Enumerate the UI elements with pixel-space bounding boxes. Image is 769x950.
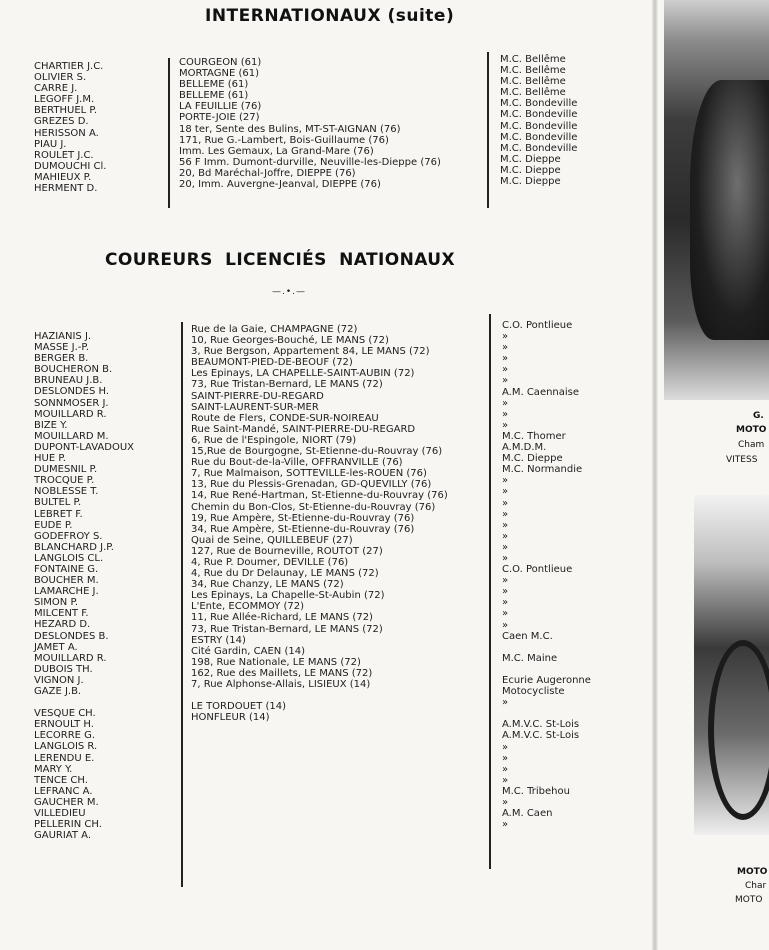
rider-club: »: [502, 342, 509, 354]
rider-club: C.O. Pontlieue: [502, 564, 573, 576]
rider-name: LERENDU E.: [34, 752, 95, 764]
rider-club: M.C. Normandie: [502, 464, 583, 476]
rider-address: Rue de la Gaie, CHAMPAGNE (72): [191, 324, 358, 335]
rider-club: »: [502, 819, 509, 831]
rider-name: DUMESNIL P.: [34, 464, 98, 476]
rider-address: 56 F Imm. Dumont-durville, Neuville-les-Dieppe (76): [179, 156, 441, 168]
rider-club: M.C. Bondeville: [500, 120, 578, 132]
caption-top-line: VITESS: [726, 455, 758, 465]
photo-rider-jacket: [690, 80, 769, 340]
rider-name: BERTHUEL P.: [34, 105, 98, 117]
divider-line: [168, 58, 170, 208]
caption-top-line: Cham: [738, 440, 765, 450]
rider-address: 10, Rue Georges-Bouché, LE MANS (72): [191, 335, 389, 347]
rider-address: MORTAGNE (61): [179, 68, 259, 80]
divider-line: [181, 322, 183, 887]
caption-top-line: MOTO: [736, 425, 767, 435]
rider-name: BOUCHER M.: [34, 575, 99, 587]
rider-name: GODEFROY S.: [34, 530, 103, 542]
rider-address: Les Epinays, La Chapelle-St-Aubin (72): [191, 590, 385, 602]
rider-club: »: [502, 397, 509, 409]
rider-address: L'Ente, ECOMMOY (72): [191, 601, 304, 613]
rider-club: »: [502, 797, 509, 809]
rider-club: »: [502, 353, 509, 365]
rider-name: DUBOIS TH.: [34, 663, 93, 675]
rider-club: Motocycliste: [502, 686, 565, 698]
rider-name: DESLONDES B.: [34, 630, 109, 642]
rider-name: BERGER B.: [34, 353, 89, 365]
rider-address: Quai de Seine, QUILLEBEUF (27): [191, 534, 353, 546]
rider-name: MASSE J.-P.: [34, 342, 90, 354]
rider-club: M.C. Maine: [502, 652, 558, 664]
rider-name: HERMENT D.: [34, 183, 98, 195]
rider-name: SIMON P.: [34, 597, 79, 609]
rider-address: 18 ter, Sente des Bulins, MT-ST-AIGNAN (76): [179, 123, 401, 135]
rider-name: GREZES D.: [34, 116, 89, 128]
rider-name: PIAU J.: [34, 138, 67, 150]
rider-name: FONTAINE G.: [34, 563, 99, 575]
section-title-internationaux: INTERNATIONAUX (suite): [205, 6, 455, 26]
rider-club: M.C. Bondeville: [500, 131, 578, 143]
rider-club: A.M. Caennaise: [502, 386, 580, 398]
rider-name: DESLONDES H.: [34, 386, 109, 398]
rider-name: LEGOFF J.M.: [34, 94, 95, 106]
rider-club: »: [502, 541, 509, 553]
rider-club: M.C. Dieppe: [500, 153, 561, 165]
rider-club: »: [502, 331, 509, 343]
rider-address: Rue Saint-Mandé, SAINT-PIERRE-DU-REGARD: [191, 423, 416, 435]
rider-name: PELLERIN CH.: [34, 819, 102, 831]
rider-club: Caen M.C.: [502, 630, 553, 642]
section-title-nationaux: COUREURS LICENCIÉS NATIONAUX: [105, 250, 455, 270]
rider-name: ERNOULT H.: [34, 719, 94, 731]
rider-name: LEBRET F.: [34, 508, 83, 520]
rider-address: Les Epinays, LA CHAPELLE-SAINT-AUBIN (72): [191, 368, 415, 380]
rider-club: »: [502, 552, 509, 564]
rider-name: LAMARCHE J.: [34, 586, 99, 598]
rider-address: Chemin du Bon-Clos, St-Etienne-du-Rouvray (76): [191, 501, 436, 513]
rider-address: SAINT-PIERRE-DU-REGARD: [191, 390, 324, 402]
rider-club: »: [502, 586, 509, 598]
rider-name: LANGLOIS CL.: [34, 552, 104, 564]
rider-name: LANGLOIS R.: [34, 741, 98, 753]
rider-address: SAINT-LAURENT-SUR-MER: [191, 401, 319, 413]
rider-club: M.C. Bondeville: [500, 142, 578, 154]
nat-addresses-column: [191, 324, 448, 723]
rider-address: Cité Gardin, CAEN (14): [191, 645, 305, 657]
rider-address: [191, 690, 448, 701]
rider-address: BELLEME (61): [179, 90, 249, 102]
rider-name: TENCE CH.: [34, 774, 88, 786]
rider-address: 34, Rue Chanzy, LE MANS (72): [191, 579, 344, 591]
rider-name: BLANCHARD J.P.: [34, 541, 114, 553]
rider-address: BEAUMONT-PIED-DE-BEOUF (72): [191, 357, 353, 369]
caption-bottom-line: MOTO: [737, 867, 768, 877]
caption-top-line: G.: [753, 411, 764, 421]
rider-club: »: [502, 608, 509, 620]
rider-name: MAHIEUX P.: [34, 171, 92, 183]
rider-address: 73, Rue Tristan-Bernard, LE MANS (72): [191, 623, 383, 635]
intl-names-column: [34, 61, 106, 194]
rider-club: A.M.V.C. St-Lois: [502, 730, 580, 742]
rider-club: »: [502, 697, 509, 709]
rider-club: M.C. Bellême: [500, 54, 566, 65]
rider-name: TROCQUE P.: [34, 475, 95, 487]
rider-club: [502, 664, 591, 675]
rider-club: »: [502, 508, 509, 520]
rider-club: M.C. Tribehou: [502, 785, 570, 797]
rider-club: »: [502, 752, 509, 764]
rider-address: 19, Rue Ampère, St-Etienne-du-Rouvray (76): [191, 512, 415, 524]
rider-name: BRUNEAU J.B.: [34, 375, 103, 387]
rider-club: A.M. Caen: [502, 808, 553, 820]
rider-address: ESTRY (14): [191, 634, 246, 646]
rider-name: GAZE J.B.: [34, 686, 82, 697]
rider-address: HONFLEUR (14): [191, 712, 270, 724]
rider-address: Imm. Les Gemaux, La Grand-Mare (76): [179, 145, 374, 157]
rider-address: 14, Rue René-Hartman, St-Etienne-du-Rouvray (76): [191, 490, 448, 502]
rider-club: »: [502, 497, 509, 509]
rider-name: MARY Y.: [34, 763, 73, 775]
rider-club: »: [502, 375, 509, 387]
rider-name: EUDE P.: [34, 519, 73, 531]
rider-name: MOUILLARD R.: [34, 652, 107, 664]
rider-club: »: [502, 530, 509, 542]
rider-name: BULTEL P.: [34, 497, 82, 509]
rider-address: 11, Rue Allée-Richard, LE MANS (72): [191, 612, 373, 624]
divider-line: [487, 52, 489, 208]
rider-name: CARRE J.: [34, 83, 78, 95]
rider-address: LE TORDOUET (14): [191, 701, 287, 713]
rider-club: A.M.V.C. St-Lois: [502, 719, 580, 731]
rider-address: 162, Rue des Maillets, LE MANS (72): [191, 667, 373, 679]
rider-address: 171, Rue G.-Lambert, Bois-Guillaume (76): [179, 134, 389, 146]
rider-name: ROULET J.C.: [34, 149, 94, 161]
rider-name: [34, 697, 134, 708]
rider-club: A.M.D.M.: [502, 442, 547, 454]
rider-address: 127, Rue de Bourneville, ROUTOT (27): [191, 545, 383, 557]
rider-address: 13, Rue du Plessis-Grenadan, GD-QUEVILLY (76): [191, 479, 432, 491]
rider-address: BELLEME (61): [179, 79, 249, 91]
rider-address: 20, Bd Maréchal-Joffre, DIEPPE (76): [179, 167, 356, 179]
rider-club: »: [502, 597, 509, 609]
rider-name: MILCENT F.: [34, 608, 89, 620]
rider-name: HEZARD D.: [34, 619, 91, 631]
nat-clubs-column: [502, 320, 591, 830]
rider-name: CHARTIER J.C.: [34, 61, 104, 72]
rider-name: GAUCHER M.: [34, 796, 99, 808]
rider-name: SONNMOSER J.: [34, 397, 109, 409]
rider-address: 15,Rue de Bourgogne, St-Etienne-du-Rouvray (76): [191, 446, 443, 458]
photo-bike-wheel: [708, 640, 769, 820]
rider-club: »: [502, 763, 509, 775]
rider-club: »: [502, 419, 509, 431]
rider-address: COURGEON (61): [179, 57, 262, 68]
rider-address: 198, Rue Nationale, LE MANS (72): [191, 656, 361, 668]
intl-clubs-column: [500, 54, 577, 187]
rider-club: »: [502, 575, 509, 587]
rider-address: 4, Rue du Dr Delaunay, LE MANS (72): [191, 568, 379, 580]
rider-address: 34, Rue Ampère, St-Etienne-du-Rouvray (76): [191, 523, 415, 535]
rider-club: M.C. Thomer: [502, 430, 566, 442]
rider-name: HAZIANIS J.: [34, 331, 92, 342]
rider-club: M.C. Bellême: [500, 65, 566, 77]
rider-name: VILLEDIEU: [34, 808, 86, 820]
rider-address: LA FEUILLIE (76): [179, 101, 262, 113]
caption-bottom-line: Char: [745, 881, 767, 891]
rider-address: 6, Rue de l'Espingole, NIORT (79): [191, 434, 357, 446]
rider-address: 7, Rue Alphonse-Allais, LISIEUX (14): [191, 679, 371, 690]
rider-club: »: [502, 364, 509, 376]
rider-address: 4, Rue P. Doumer, DEVILLE (76): [191, 556, 349, 568]
rider-name: DUMOUCHI Cl.: [34, 160, 107, 172]
rider-address: 3, Rue Bergson, Appartement 84, LE MANS (72): [191, 346, 430, 358]
rider-club: M.C. Bondeville: [500, 109, 578, 121]
rider-name: HERISSON A.: [34, 127, 99, 139]
rider-name: NOBLESSE T.: [34, 486, 99, 498]
rider-name: VIGNON J.: [34, 674, 84, 686]
rider-club: M.C. Bellême: [500, 76, 566, 88]
rider-name: MOUILLARD M.: [34, 430, 109, 442]
rider-name: HUE P.: [34, 453, 66, 465]
rider-name: LEFRANC A.: [34, 785, 93, 797]
rider-address: PORTE-JOIE (27): [179, 112, 260, 124]
rider-name: GAURIAT A.: [34, 830, 92, 842]
rider-name: BOUCHERON B.: [34, 364, 113, 376]
rider-club: M.C. Bondeville: [500, 98, 578, 110]
rider-club: »: [502, 774, 509, 786]
rider-club: C.O. Pontlieue: [502, 320, 573, 331]
divider-line: [489, 314, 491, 869]
rider-club: »: [502, 741, 509, 753]
rider-name: JAMET A.: [34, 641, 78, 653]
rider-address: Rue du Bout-de-la-Ville, OFFRANVILLE (76): [191, 457, 403, 469]
rider-club: Ecurie Augeronne: [502, 675, 591, 686]
rider-club: »: [502, 486, 509, 498]
rider-address: 7, Rue Malmaison, SOTTEVILLE-les-ROUEN (76): [191, 468, 427, 480]
rider-club: M.C. Bellême: [500, 87, 566, 99]
ornament-divider: —.•.—: [272, 287, 307, 297]
rider-club: »: [502, 408, 509, 420]
rider-club: M.C. Dieppe: [500, 164, 561, 176]
rider-club: »: [502, 475, 509, 487]
intl-addresses-column: [179, 57, 441, 190]
rider-name: OLIVIER S.: [34, 72, 87, 84]
rider-address: 73, Rue Tristan-Bernard, LE MANS (72): [191, 379, 383, 391]
rider-name: MOUILLARD R.: [34, 408, 107, 420]
rider-name: BIZE Y.: [34, 419, 68, 431]
rider-club: »: [502, 519, 509, 531]
rider-club: [502, 708, 591, 719]
rider-name: VESQUE CH.: [34, 708, 96, 720]
rider-club: M.C. Dieppe: [500, 176, 561, 188]
page-fold: [652, 0, 658, 950]
rider-address: Route de Flers, CONDE-SUR-NOIREAU: [191, 412, 379, 424]
rider-club: M.C. Dieppe: [502, 453, 563, 465]
rider-club: »: [502, 619, 509, 631]
rider-name: LECORRE G.: [34, 730, 96, 742]
rider-name: DUPONT-LAVADOUX: [34, 441, 134, 453]
nat-names-column: [34, 331, 134, 841]
caption-bottom-line: MOTO: [735, 895, 763, 905]
rider-address: 20, Imm. Auvergne-Jeanval, DIEPPE (76): [179, 179, 381, 191]
rider-club: [502, 642, 591, 653]
